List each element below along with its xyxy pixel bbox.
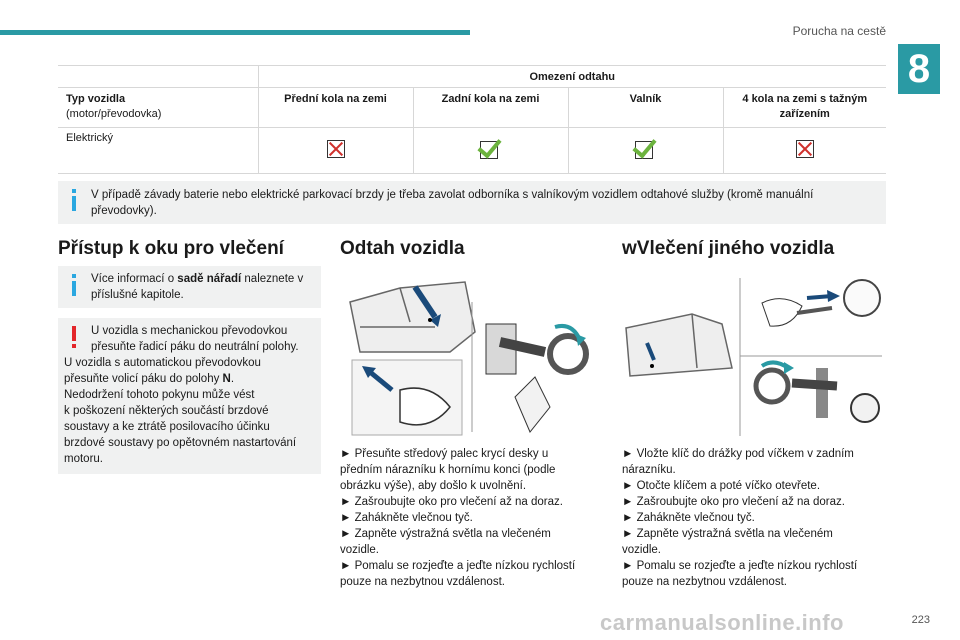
header-accent-bar	[0, 30, 470, 35]
towing-instructions: ► Přesuňte středový palec krycí desky u předním nárazníku k hornímu konci (podle obrázku výše), aby došlo k uvolnění. ► Zašroubujte oko pro vlečení až na doraz. ► Zahákněte vlečnou tyč. ► Zapněte výstražná světla na vlečeném vozidle. ► Pomalu se rozjeďte a jeďte nízkou rychlostí pouze na nezbytnou vzdálenost.	[340, 448, 576, 588]
warning-icon	[72, 326, 76, 348]
green-check-box-icon	[478, 137, 504, 161]
warning-box-gearbox: U vozidla s mechanickou převodovkou přesuňte řadicí páku do neutrální polohy. U vozidla s automatickou převodovkou přesuňte volicí páku do polohy N. Nedodržení tohoto pokynu může vést k poškození některých součástí brzdové soustavy a ke ztrátě posilovacího účinku brzdové soustavy po opětovném nastartování motoru.	[58, 318, 321, 474]
section-title-towing-another-vehicle: wVlečení jiného vozidla	[622, 238, 835, 259]
table-row	[58, 128, 886, 174]
chapter-badge: 8	[898, 44, 940, 94]
table-group-header: Omezení odtahu	[258, 66, 886, 88]
green-check-box-icon	[633, 137, 659, 161]
section-title-towing-vehicle: Odtah vozidla	[340, 238, 465, 259]
type-label: Typ vozidla	[66, 93, 126, 105]
info-icon	[72, 274, 76, 296]
page-header-title: Porucha na cestě	[792, 24, 886, 38]
column-header-four-wheels: 4 kola na zemi s tažným zařízením	[723, 88, 886, 128]
towing-eye-illustration-rear	[622, 268, 886, 440]
page-number: 223	[911, 614, 930, 626]
cell-four-wheels	[723, 128, 886, 174]
column-header-flatbed: Valník	[568, 88, 723, 128]
type-sublabel: (motor/převodovka)	[66, 108, 162, 120]
tool-kit-link-text: sadě nářadí	[177, 273, 242, 285]
red-cross-box-icon	[796, 140, 814, 158]
towing-another-vehicle-instructions: ► Vložte klíč do drážky pod víčkem v zadním nárazníku. ► Otočte klíčem a poté víčko otevřete. ► Zašroubujte oko pro vlečení až na doraz. ► Zahákněte vlečnou tyč. ► Zapněte výstražná světla na vlečeném vozidle. ► Pomalu se rozjeďte a jeďte nízkou rychlostí pouze na nezbytnou vzdálenost.	[622, 448, 858, 588]
section-title-tow-eye-access: Přístup k oku pro vlečení	[58, 238, 284, 259]
cell-rear-wheels	[413, 128, 568, 174]
row-label-electric: Elektrický	[58, 128, 258, 174]
red-cross-box-icon	[327, 140, 345, 158]
table-type-header	[58, 88, 258, 128]
watermark: carmanualsonline.info	[600, 610, 844, 635]
info-icon	[72, 189, 76, 211]
note-top-box	[58, 181, 886, 224]
info-box-tools: Více informací o sadě nářadí naleznete v příslušné kapitole.	[58, 266, 321, 308]
note-top-text: V případě závady baterie nebo elektrické parkovací brzdy je třeba zavolat odborníka s valníkovým vozidlem odtahové služby (kromě manuální převodovky).	[91, 189, 814, 217]
cell-front-wheels	[258, 128, 413, 174]
column-header-front-wheels: Přední kola na zemi	[258, 88, 413, 128]
column-header-rear-wheels: Zadní kola na zemi	[413, 88, 568, 128]
table-corner-cell	[58, 66, 258, 88]
cell-flatbed	[568, 128, 723, 174]
towing-eye-illustration-front	[340, 272, 604, 440]
towing-restrictions-table	[58, 65, 886, 174]
